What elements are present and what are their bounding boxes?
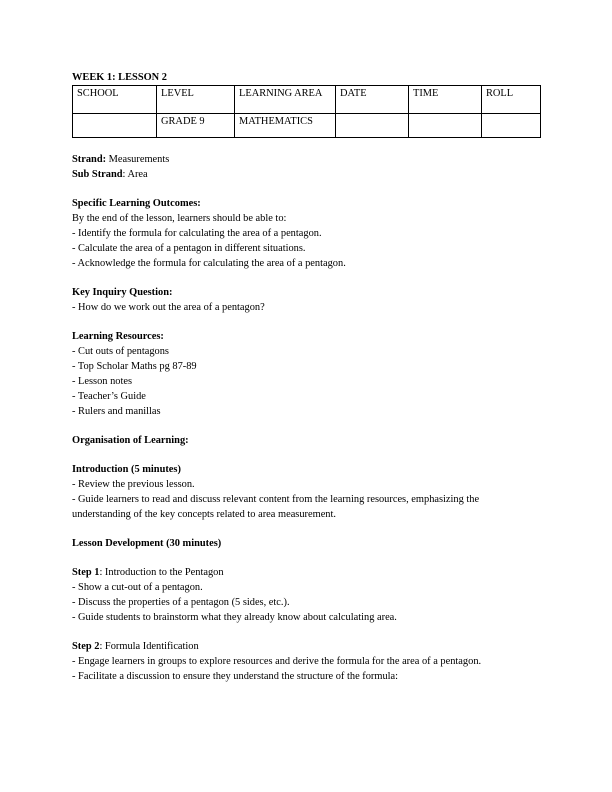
table-cell-school xyxy=(73,114,157,138)
strand-value: Measurements xyxy=(106,154,170,165)
list-item: - Facilitate a discussion to ensure they understand the structure of the formula: xyxy=(72,671,399,682)
table-header-cell: LEARNING AREA xyxy=(235,86,336,114)
table-header-cell: DATE xyxy=(336,86,409,114)
sub-strand-value: : Area xyxy=(122,169,148,180)
table-cell-date xyxy=(336,114,409,138)
step1-section xyxy=(72,565,540,625)
list-item: - Top Scholar Maths pg 87-89 xyxy=(72,361,197,372)
list-item: - How do we work out the area of a pentagon? xyxy=(72,302,265,313)
lesson-heading: WEEK 1: LESSON 2 xyxy=(72,72,167,83)
table-header-cell: TIME xyxy=(409,86,482,114)
outcomes-intro: By the end of the lesson, learners should be able to: xyxy=(72,213,287,224)
table-header-cell: SCHOOL xyxy=(73,86,157,114)
table-cell-time xyxy=(409,114,482,138)
table-header-cell: ROLL xyxy=(482,86,541,114)
list-item: - Lesson notes xyxy=(72,376,133,387)
section-title: Learning Resources: xyxy=(72,331,164,342)
outcomes-section xyxy=(72,196,540,271)
list-item: - Show a cut-out of a pentagon. xyxy=(72,582,203,593)
strand-section xyxy=(72,152,540,182)
table-cell-level: GRADE 9 xyxy=(157,114,235,138)
list-item: - Review the previous lesson. xyxy=(72,479,195,490)
organisation-section xyxy=(72,433,540,448)
list-item: - Guide learners to read and discuss relevant content from the learning resources, emphasizing the understanding of the key concepts related to area measurement. xyxy=(72,494,480,520)
table-row xyxy=(73,114,541,138)
development-section xyxy=(72,536,540,551)
strand-label: Strand: xyxy=(72,154,107,165)
table-cell-roll xyxy=(482,114,541,138)
step2-section xyxy=(72,639,540,684)
list-item: - Acknowledge the formula for calculating the area of a pentagon. xyxy=(72,258,346,269)
list-item: - Cut outs of pentagons xyxy=(72,346,169,357)
sub-strand-label: Sub Strand xyxy=(72,169,123,180)
section-title: Introduction (5 minutes) xyxy=(72,464,181,475)
step-label: Step 2 xyxy=(72,641,100,652)
list-item: - Identify the formula for calculating the area of a pentagon. xyxy=(72,228,322,239)
step-heading xyxy=(72,639,540,654)
inquiry-section xyxy=(72,285,540,315)
resources-section xyxy=(72,329,540,419)
strand-line xyxy=(72,152,540,167)
section-title: Organisation of Learning: xyxy=(72,435,189,446)
step-title: : Formula Identification xyxy=(99,641,199,652)
table-header-row xyxy=(73,86,541,114)
list-item: - Teacher’s Guide xyxy=(72,391,146,402)
list-item: - Calculate the area of a pentagon in different situations. xyxy=(72,243,306,254)
list-item: - Discuss the properties of a pentagon (5 sides, etc.). xyxy=(72,597,290,608)
step-heading xyxy=(72,565,540,580)
section-title: Specific Learning Outcomes: xyxy=(72,198,201,209)
table-cell-learning-area: MATHEMATICS xyxy=(235,114,336,138)
step-label: Step 1 xyxy=(72,567,100,578)
introduction-section xyxy=(72,462,540,522)
section-title: Key Inquiry Question: xyxy=(72,287,173,298)
list-item: - Rulers and manillas xyxy=(72,406,161,417)
list-item: - Guide students to brainstorm what they already know about calculating area. xyxy=(72,612,397,623)
table-header-cell: LEVEL xyxy=(157,86,235,114)
sub-strand-line xyxy=(72,167,540,182)
step-title: : Introduction to the Pentagon xyxy=(99,567,224,578)
lesson-info-table xyxy=(72,85,541,138)
list-item: - Engage learners in groups to explore resources and derive the formula for the area of a pentagon. xyxy=(72,656,482,667)
section-title: Lesson Development (30 minutes) xyxy=(72,538,222,549)
